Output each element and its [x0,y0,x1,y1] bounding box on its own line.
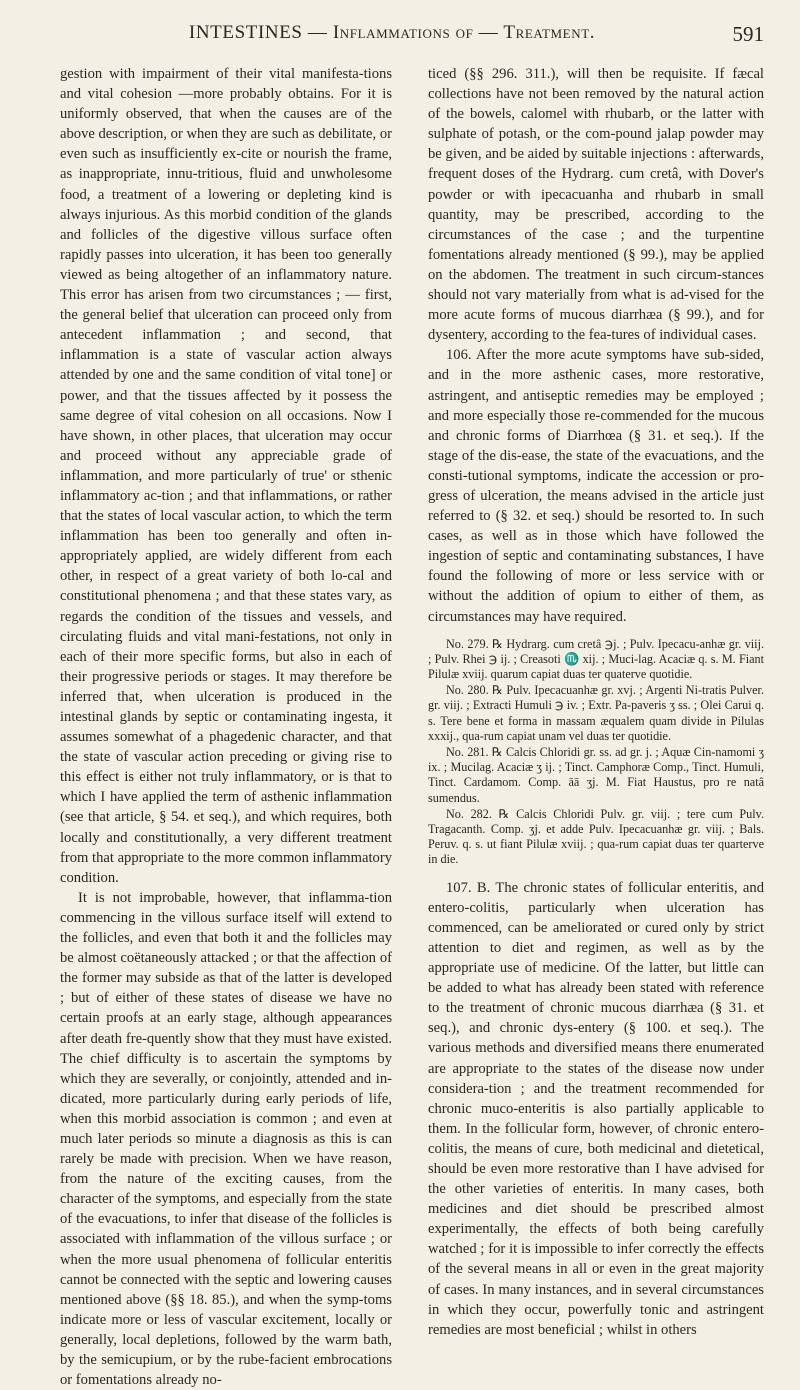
prescription-279: No. 279. ℞ Hydrarg. cum cretâ ℈j. ; Pulv. Ipecacu-anhæ gr. viij. ; Pulv. Rhei ℈ ij. ; Creasoti ♏ xij. ; Muci-lag. Acaciæ q. s. M. Fiant Pilulæ xviij. quarum capiat duas ter quaterve quotidie. [428,636,764,682]
running-title: INTESTINES — Inflammations of — Treatment. [188,22,596,43]
paragraph: It is not improbable, however, that inflamma-tion commencing in the villous surface itself will extend to the follicles, and even that both it and the follicles may be almost coëtaneously attacked ; or that the affection of the former may subside as that of the latter is developed ; but of either of these states of disease we have no certain proofs at an early stage, although appearances after death fre-quently show that they must have existed. The chief difficulty is to ascertain the symptoms by which they are severally, or conjointly, attended and in-dicated, more particularly during early periods of life, when this morbid association is common ; and even at much later periods so minute a diagnosis as this is can rarely be made with precision. When we have reason, from the nature of the exciting causes, from the character of the symptoms, and especially from the state of the evacuations, to infer that disease of the follicles is associated with inflammation of the villous surface ; or when the more usual phenomena of follicular enteritis cannot be connected with the septic and lowering causes mentioned above (§§ 18. 85.), and when the symp-toms indicate more or less of vascular excitement, locally or generally, local depletions, followed by the warm bath, by the semicupium, or by the rube-facient embrocations or fomentations already no- [60,889,392,1389]
page-number: 591 [732,22,764,46]
running-head [60,18,764,52]
text-columns [60,64,764,1390]
prescription-282: No. 282. ℞ Calcis Chloridi Pulv. gr. viij. ; tere cum Pulv. Tragacanth. Comp. ʒj. et adde Pulv. Ipecacuanhæ gr. viij. ; Bals. Peruv. q. s. ut fiant Pilulæ xviij. ; qua-rum capiat duas ter quarterve in die. [428,806,764,867]
paragraph-107: 107. B. The chronic states of follicular enteritis, and entero-colitis, particularly when ulceration has commenced, can be ameliorated or cured only by strict attention to diet and regimen, as well as by the appropriate use of medicine. Of the latter, but little can be added to what has already been stated with reference to the treatment of chronic mucous diarrhæa (§ 31. et seq.), and chronic dys-entery (§ 100. et seq.). The various methods and diversified means there enumerated are appropriate to the states of the disease now under considera-tion ; and the treatment recommended for chronic muco-enteritis is also partially applicable to them. In the follicular form, however, of chronic entero-colitis, the means of cure, both medicinal and dietetical, should be even more restorative than I have advised for the other varieties of enteritis. In many cases, both medicines and diet should be prescribed almost experimentally, the effects of both being carefully watched ; for it is impossible to infer correctly the effects of the several means in all or even in the great majority of cases. In many instances, and in several circumstances in which they occur, powerfully tonic and astringent remedies are most beneficial ; whilst in others [428,879,764,1338]
paragraph-106: 106. After the more acute symptoms have sub-sided, and in the more asthenic cases, more restorative, astringent, and antiseptic remedies may be employed ; and more especially those re-commended for the mucous and chronic forms of Diarrhœa (§ 31. et seq.). If the stage of the dis-ease, the state of the evacuations, and the consti-tutional symptoms, indicate the accession or pro-gress of ulceration, the means advised in the article just referred to (§ 32. et seq.) should be resorted to. In such cases, as well as in those which have followed the ingestion of septic and contaminating substances, I have found the following of more or less service with or without the addition of opium to either of them, as circumstances may have required. [428,347,764,625]
paragraph-continued: gestion with impairment of their vital manifesta-tions and vital cohesion —more probably obtains. For it is uniformly observed, that when the causes are of the above description, or when they are such as debilitate, or even such as insufficiently ex-cite or nourish the frame, as inappropriate, innu-tritious, fluid and unwholesome food, a treatment of a lowering or depleting kind is always injurious. As this morbid condition of the glands and follicles of the digestive villous surface often rapidly passes into ulceration, it has been too generally viewed as being altogether of an inflammatory nature. This error has arisen from two circumstances ; — first, the general belief that ulceration can proceed only from antecedent inflammation ; and second, that inflammation is a state of vascular action always attended by one and the same condition of vital tone] or power, and that the tissues affected by it possess the same degree of vital cohesion on all occasions. Now I have shown, in other places, that ulceration may occur and proceed without any appreciable grade of inflammation, and more particularly of true' or sthenic inflammatory ac-tion ; and that inflammations, or rather that the states of local vascular action, to which the term inflammation has been too generally and often in-appropriately applied, are widely different from each other, in respect of a great variety of both lo-cal and constitutional phenomena ; and that these states vary, as regards the condition of the tissues and vessels, and circulating fluids and vital mani-festations, not only in each of their more specific forms, but also in each of their progressive periods or stages. It may therefore be inferred that, when ulceration is produced in the intestinal glands by septic or contaminating ingesta, it assumes somewhat of a phagedenic character, and that the state of vascular action preceding or giving rise to this effect is either not truly inflammatory, or is that to which I have applied the term of asthenic inflammation (see that article, § 54. et seq.), and which requires, both locally and constitutionally, a very different treatment from that appropriate to the more common inflammatory condition. [60,66,392,886]
paragraph-continued: ticed (§§ 296. 311.), will then be requisite. If fæcal collections have not been removed by the natural action of the bowels, calomel with rhubarb, or the latter with sulphate of potash, or the com-pound jalap powder may be given, and be aided by suitable injections : afterwards, frequent doses of the Hydrarg. cum cretâ, with Dover's powder or with ipecacuanha and rhubarb in small quantity, may be prescribed, according to the circumstances of the case ; and the turpentine fomentations already mentioned (§ 99.), may be applied on the abdomen. The treatment in such circum-stances should not vary materially from what is ad-vised for the more acute forms of mucous diarrhæa (§ 99.), and for dysentery, according to the fea-tures of individual cases. [428,66,764,344]
right-column [428,64,764,1390]
left-column [60,64,392,1390]
prescription-281: No. 281. ℞ Calcis Chloridi gr. ss. ad gr. j. ; Aquæ Cin-namomi ʒ ix. ; Mucilag. Acaciæ ʒ ij. ; Tinct. Camphoræ Comp., Tinct. Humuli, Tinct. Cardamom. Comp. āā ʒj. M. Fiat Haustus, pro re natâ sumendus. [428,745,764,805]
prescription-280: No. 280. ℞ Pulv. Ipecacuanhæ gr. xvj. ; Argenti Ni-tratis Pulver. gr. viij. ; Extracti Humuli ℈ iv. ; Extr. Pa-paveris ʒ ss. ; Olei Carui q. s. Tere bene et forma in massam æqualem quam divide in Pilulas xxxij., qua-rum capiat unam vel duas ter quotidie. [428,683,764,743]
